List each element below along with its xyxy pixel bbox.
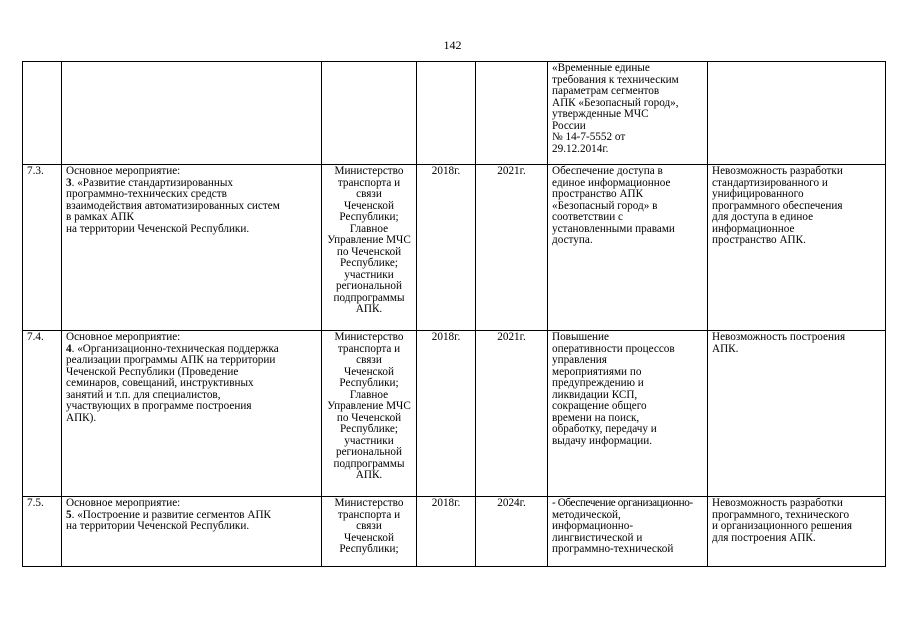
- table-row: [23, 62, 886, 165]
- executor-line: Управление МЧС: [327, 400, 411, 412]
- result-line: - Обеспечение организационно-: [552, 497, 693, 509]
- result-line: № 14-7-5552 от: [552, 131, 626, 143]
- result-line: выдачу информации.: [552, 434, 652, 447]
- risk-line: для доступа в единое: [712, 211, 814, 223]
- cell-number: [23, 62, 62, 165]
- cell-end-year: 2024г.: [476, 497, 548, 567]
- executor-line: связи: [356, 354, 382, 366]
- cell-end-year: [476, 62, 548, 165]
- cell-risks: [708, 331, 886, 497]
- result-line: обработку, передачу и: [552, 423, 657, 435]
- result-line: ликвидации КСП,: [552, 388, 638, 401]
- risk-line: Невозможность построения: [712, 331, 846, 343]
- cell-start-year: 2018г.: [417, 331, 476, 497]
- executor-line: транспорта и: [337, 176, 401, 189]
- executor-line: подпрограммы: [333, 457, 405, 470]
- activity-line: Чеченской Республики (Проведение: [66, 365, 239, 378]
- risk-line: АПК.: [712, 342, 739, 355]
- activity-heading: Основное мероприятие:: [66, 497, 181, 509]
- risk-line: унифицированного: [712, 188, 804, 200]
- result-line: программно-технической: [552, 543, 674, 555]
- cell-risks: [708, 165, 886, 331]
- executor-line: подпрограммы: [333, 291, 405, 304]
- result-line: доступа.: [552, 234, 593, 246]
- executor-line: Республики;: [339, 211, 399, 223]
- executor-line: Управление МЧС: [327, 234, 411, 246]
- page-number: 142: [443, 38, 462, 52]
- result-line: «Безопасный город» в: [552, 199, 658, 212]
- executor-line: Министерство: [334, 165, 404, 177]
- activity-line: участвующих в программе построения: [66, 400, 252, 412]
- cell-risks: [708, 497, 886, 567]
- executor-line: Чеченской: [344, 531, 394, 544]
- activity-line: 5. «Построение и развитие сегментов АПК: [66, 508, 271, 521]
- executor-line: региональной: [335, 446, 403, 458]
- executor-line: Министерство: [334, 331, 404, 343]
- result-line: методической,: [552, 508, 621, 521]
- result-line: управления: [552, 354, 607, 366]
- activity-number: 4: [66, 342, 72, 355]
- executor-line: Чеченской: [344, 365, 394, 378]
- activity-line: 3. «Развитие стандартизированных: [66, 176, 233, 189]
- activity-heading: Основное мероприятие:: [66, 331, 181, 343]
- result-line: «Временные единые: [552, 62, 650, 74]
- executor-line: Республики;: [339, 543, 399, 555]
- executor-line: Главное: [349, 222, 389, 235]
- activity-line: на территории Чеченской Республики.: [66, 520, 250, 532]
- activity-line: 4. «Организационно-техническая поддержка: [66, 342, 279, 355]
- result-line: сокращение общего: [552, 400, 647, 412]
- executor-line: транспорта и: [337, 342, 401, 355]
- table-row: [23, 165, 886, 331]
- cell-start-year: [417, 62, 476, 165]
- result-line: Повышение: [552, 331, 609, 343]
- activity-number: 5: [66, 508, 72, 521]
- result-line: установленными правами: [552, 222, 675, 235]
- cell-activity-name: [62, 497, 322, 567]
- executor-line: Республике;: [340, 423, 398, 435]
- executor-line: региональной: [335, 280, 403, 292]
- cell-executors: [322, 331, 417, 497]
- risk-line: для построения АПК.: [712, 531, 816, 544]
- result-line: предупреждению и: [552, 377, 644, 389]
- activity-line: занятий и т.п. для специалистов,: [66, 388, 221, 401]
- risk-line: стандартизированного и: [712, 176, 828, 189]
- activity-line: в рамках АПК: [66, 211, 134, 223]
- executor-line: Республике;: [340, 257, 398, 269]
- result-line: информационно-: [552, 520, 634, 532]
- cell-executors: [322, 62, 417, 165]
- executor-line: транспорта и: [337, 508, 401, 521]
- result-line: соответствии с: [552, 211, 623, 223]
- executor-line: Главное: [349, 388, 389, 401]
- table-body: [23, 62, 886, 567]
- activity-number: 3: [66, 176, 72, 189]
- executor-line: Министерство: [334, 497, 404, 509]
- activity-heading: Основное мероприятие:: [66, 165, 181, 177]
- cell-start-year: 2018г.: [417, 165, 476, 331]
- risk-line: и организационного решения: [712, 520, 852, 532]
- result-line: параметрам сегментов: [552, 85, 660, 97]
- cell-end-year: 2021г.: [476, 331, 548, 497]
- executor-line: участники: [344, 268, 394, 281]
- executor-line: Республики;: [339, 377, 399, 389]
- cell-number: 7.5.: [23, 497, 62, 567]
- activity-line: программно-технических средств: [66, 188, 227, 200]
- result-line: АПК «Безопасный город»,: [552, 96, 679, 109]
- result-line: требования к техническим: [552, 73, 679, 86]
- executor-line: участники: [344, 434, 394, 447]
- cell-number: 7.3.: [23, 165, 62, 331]
- table-row: [23, 331, 886, 497]
- cell-activity-name: [62, 165, 322, 331]
- result-line: утвержденные МЧС: [552, 108, 649, 120]
- cell-executors: [322, 497, 417, 567]
- activity-line: АПК).: [66, 411, 97, 424]
- cell-start-year: 2018г.: [417, 497, 476, 567]
- result-line: лингвистической и: [552, 531, 643, 544]
- cell-executors: [322, 165, 417, 331]
- risk-line: информационное: [712, 222, 795, 235]
- executor-line: связи: [356, 188, 382, 200]
- executor-line: по Чеченской: [336, 411, 402, 424]
- cell-expected-result: [548, 62, 708, 165]
- executor-line: Чеченской: [344, 199, 394, 212]
- cell-activity-name: [62, 331, 322, 497]
- cell-expected-result: [548, 497, 708, 567]
- executor-line: по Чеченской: [336, 245, 402, 258]
- result-line: оперативности процессов: [552, 342, 675, 355]
- result-line: России: [552, 119, 586, 132]
- cell-number: 7.4.: [23, 331, 62, 497]
- activity-line: семинаров, совещаний, инструктивных: [66, 377, 254, 389]
- result-line: 29.12.2014г.: [552, 142, 609, 155]
- table-row: [23, 497, 886, 567]
- program-table: [22, 61, 886, 567]
- result-line: мероприятиями по: [552, 365, 642, 378]
- executor-line: связи: [356, 520, 382, 532]
- cell-end-year: 2021г.: [476, 165, 548, 331]
- activity-line: на территории Чеченской Республики.: [66, 222, 250, 235]
- cell-risks: [708, 62, 886, 165]
- result-line: единое информационное: [552, 176, 671, 189]
- risk-line: пространство АПК.: [712, 234, 806, 246]
- activity-line: взаимодействия автоматизированных систем: [66, 199, 280, 212]
- cell-activity-name: [62, 62, 322, 165]
- cell-expected-result: [548, 165, 708, 331]
- activity-line: реализации программы АПК на территории: [66, 354, 276, 366]
- executor-line: АПК.: [355, 469, 383, 481]
- cell-expected-result: [548, 331, 708, 497]
- risk-line: программного обеспечения: [712, 199, 843, 212]
- risk-line: Невозможность разработки: [712, 497, 843, 509]
- risk-line: Невозможность разработки: [712, 165, 843, 177]
- result-line: пространство АПК: [552, 188, 644, 200]
- executor-line: АПК.: [355, 303, 383, 315]
- result-line: Обеспечение доступа в: [552, 165, 663, 177]
- risk-line: программного, технического: [712, 508, 850, 521]
- result-line: времени на поиск,: [552, 411, 640, 424]
